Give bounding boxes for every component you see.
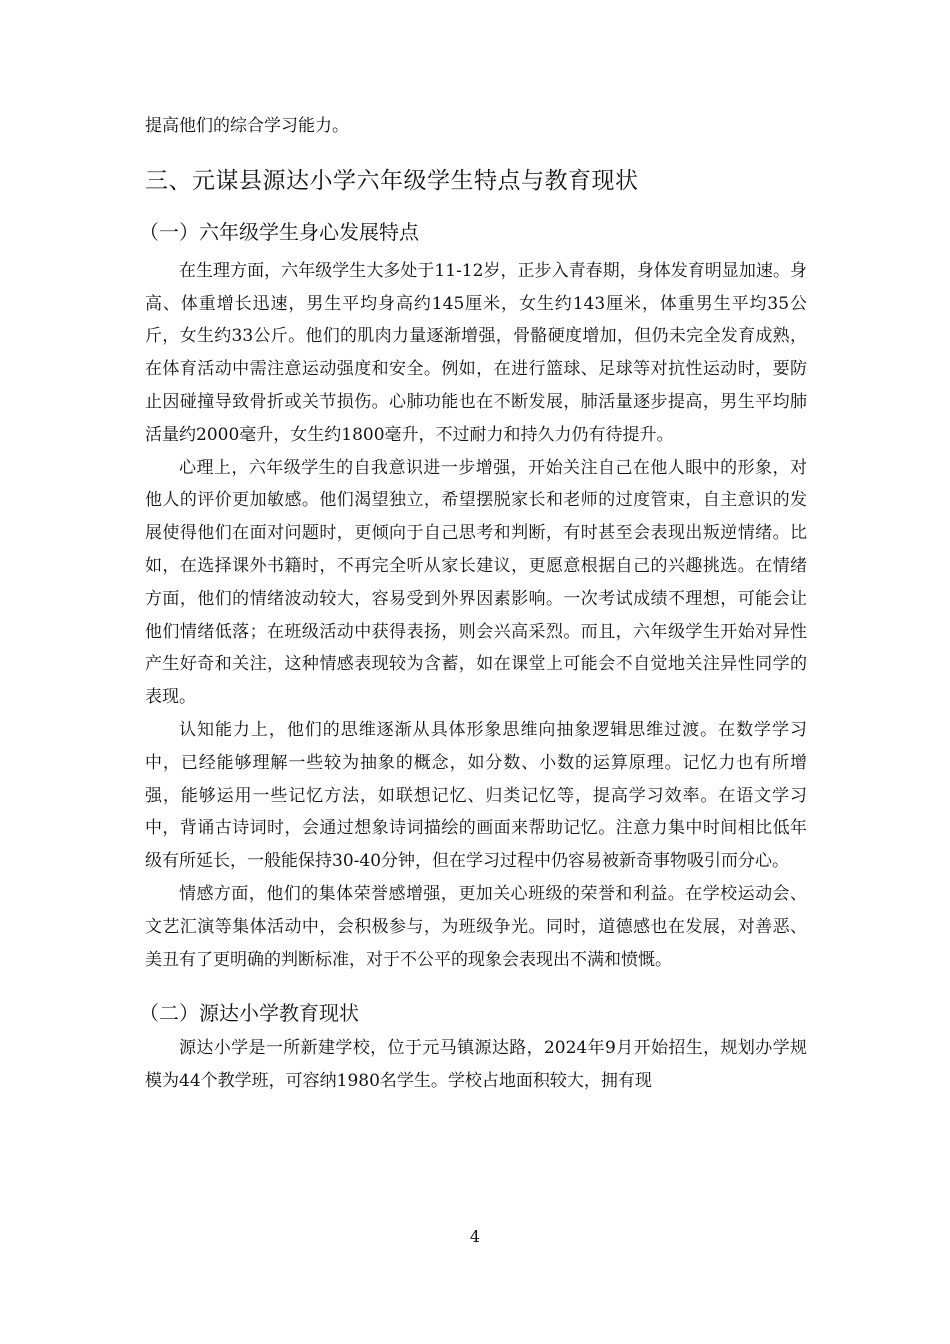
paragraph-physiology: 在生理方面，六年级学生大多处于11-12岁，正步入青春期，身体发育明显加速。身高、体重增长迅速，男生平均身高约145厘米，女生约143厘米，体重男生平均35公斤，女生约33公斤。他们的肌肉力量逐渐增强，骨骼硬度增加，但仍未完全发育成熟，在体育活动中需注意运动强度和安全。例如，在进行篮球、足球等对抗性运动时，要防止因碰撞导致骨折或关节损伤。心肺功能也在不断发展，肺活量逐步提高，男生平均肺活量约2000毫升，女生约1800毫升，不过耐力和持久力仍有待提升。 bbox=[145, 260, 807, 445]
paragraph-school-status: 源达小学是一所新建学校，位于元马镇源达路，2024年9月开始招生，规划办学规模为44个教学班，可容纳1980名学生。学校占地面积较大，拥有现 bbox=[145, 1038, 807, 1092]
section-heading: 三、元谋县源达小学六年级学生特点与教育现状 bbox=[145, 167, 639, 194]
page-body bbox=[139, 110, 807, 1098]
subsection-heading-2: （二）源达小学教育现状 bbox=[139, 1001, 359, 1026]
page-number: 4 bbox=[469, 1227, 481, 1246]
paragraph-cognition: 认知能力上，他们的思维逐渐从具体形象思维向抽象逻辑思维过渡。在数学学习中，已经能够理解一些较为抽象的概念，如分数、小数的运算原理。记忆力也有所增强，能够运用一些记忆方法，如联想记忆、归类记忆等，提高学习效率。在语文学习中，背诵古诗词时，会通过想象诗词描绘的画面来帮助记忆。注意力集中时间相比低年级有所延长，一般能保持30-40分钟，但在学习过程中仍容易被新奇事物吸引而分心。 bbox=[145, 719, 807, 872]
paragraph-continuation: 提高他们的综合学习能力。 bbox=[145, 116, 349, 136]
paragraph-psychology: 心理上，六年级学生的自我意识进一步增强，开始关注自己在他人眼中的形象，对他人的评价更加敏感。他们渴望独立，希望摆脱家长和老师的过度管束，自主意识的发展使得他们在面对问题时，更倾向于自己思考和判断，有时甚至会表现出叛逆情绪。比如，在选择课外书籍时，不再完全听从家长建议，更愿意根据自己的兴趣挑选。在情绪方面，他们的情绪波动较大，容易受到外界因素影响。一次考试成绩不理想，可能会让他们情绪低落；在班级活动中获得表扬，则会兴高采烈。而且，六年级学生开始对异性产生好奇和关注，这种情感表现较为含蓄，如在课堂上可能会不自觉地关注异性同学的表现。 bbox=[145, 457, 807, 708]
paragraph-emotion: 情感方面，他们的集体荣誉感增强，更加关心班级的荣誉和利益。在学校运动会、文艺汇演等集体活动中，会积极参与，为班级争光。同时，道德感也在发展，对善恶、美丑有了更明确的判断标准，对于不公平的现象会表现出不满和愤慨。 bbox=[145, 883, 807, 970]
subsection-heading-1: （一）六年级学生身心发展特点 bbox=[139, 219, 419, 244]
